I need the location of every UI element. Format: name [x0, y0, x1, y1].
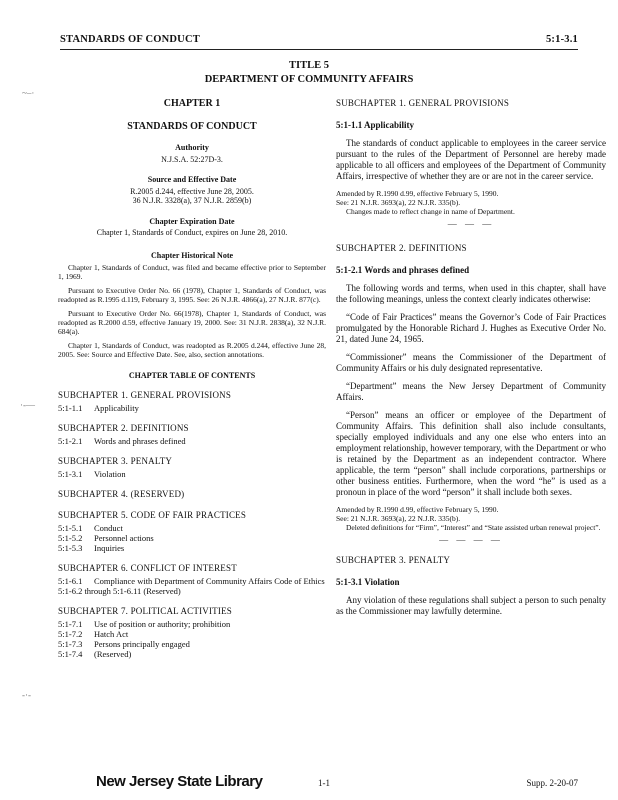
toc-entry[interactable]: 5:1-7.4 (Reserved)	[58, 648, 132, 659]
history-note-3: Pursuant to Executive Order No. 66(1978), Chapter 1, Standards of Conduct, was readopted as R.2000 d.59, effective January 19, 2000. See: 31 N.J.R. 2838(a), 32 N.J.R. 684(a).	[58, 309, 326, 336]
toc-entry[interactable]: 5:1-3.1 Violation	[58, 468, 126, 479]
title-line-2: DEPARTMENT OF COMMUNITY AFFAIRS	[204, 74, 414, 85]
history-note-2: Pursuant to Executive Order No. 66 (1978), Chapter 1, Standards of Conduct, was readopted as R.1995 d.119, February 3, 1995. See: 26 N.J.R. 4866(a), 27 N.J.R. 877(c).	[58, 286, 326, 304]
section-5-1-1-text: The standards of conduct applicable to employees in the career service pursuant to the rules of the Department of Personnel are hereby made applicable to all officers and employees of the Department of Community Affairs, irrespective of whether they are or are not in the career service.	[336, 138, 606, 181]
section-5-1-2-1-note-1: Amended by R.1990 d.99, effective February 5, 1990.	[336, 505, 499, 514]
definitions-intro: The following words and terms, when used in this chapter, shall have the following meanings, unless the context clearly indicates otherwise:	[336, 283, 606, 304]
toc-subchapter-heading[interactable]: SUBCHAPTER 3. PENALTY	[58, 455, 173, 466]
toc-entry[interactable]: 5:1-7.2 Hatch Act	[58, 628, 129, 639]
toc-subchapter-1	[58, 390, 326, 413]
toc-subchapter-heading[interactable]: SUBCHAPTER 7. POLITICAL ACTIVITIES	[58, 605, 232, 616]
definition-department: “Department” means the New Jersey Department of Community Affairs.	[336, 381, 606, 402]
library-logo: New Jersey State Library	[96, 773, 263, 790]
section-5-1-1-heading: 5:1-1.1 Applicability	[336, 120, 415, 130]
toc-entry[interactable]: 5:1-5.1 Conduct	[58, 522, 123, 533]
margin-mark-1: ~–·	[22, 88, 35, 98]
history-note-4: Chapter 1, Standards of Conduct, was readopted as R.2005 d.244, effective June 28, 2005. See: Source and Effective Date. See, also, section annotations.	[58, 341, 326, 359]
section-5-1-1-note-2: See: 21 N.J.R. 3693(a), 22 N.J.R. 335(b).	[336, 198, 461, 207]
definition-person: “Person” means an officer or employee of the Department of Community Affairs. This definition shall also include consultants, specially employed individuals and any one else who enters into an employment relationship, however temporary, with the Department or who is retained by the Department as an independent contractor. Where applicable, the term “person” shall include corporations, partnerships or other business entities. Furthermore, when the word “he” is used as a pronoun in place of the word “person” it shall include both sexes.	[336, 410, 606, 497]
section-5-1-2-1-heading: 5:1-2.1 Words and phrases defined	[336, 265, 470, 275]
expiration-heading: Chapter Expiration Date	[149, 216, 235, 226]
toc-entry[interactable]: 5:1-6.2 through 5:1-6.11 (Reserved)	[58, 585, 181, 596]
section-5-1-2-1-note-3: Deleted definitions for “Firm”, “Interest” and “State assisted urban renewal project”.	[346, 523, 601, 532]
toc-entry[interactable]: 5:1-7.1 Use of position or authority; prohibition	[58, 618, 231, 629]
source-heading: Source and Effective Date	[147, 175, 237, 184]
subchapter-2-heading: SUBCHAPTER 2. DEFINITIONS	[336, 243, 467, 253]
toc-heading: CHAPTER TABLE OF CONTENTS	[128, 371, 256, 380]
toc-subchapter-heading[interactable]: SUBCHAPTER 5. CODE OF FAIR PRACTICES	[58, 509, 247, 520]
toc-entry[interactable]: 5:1-5.2 Personnel actions	[58, 532, 154, 543]
right-column	[336, 98, 606, 617]
section-5-1-2-1-note-2: See: 21 N.J.R. 3693(a), 22 N.J.R. 335(b).	[336, 514, 461, 523]
title-line-1: TITLE 5	[289, 60, 329, 71]
toc-subchapter-3	[58, 456, 326, 479]
section-5-1-1-note-1: Amended by R.1990 d.99, effective February 5, 1990.	[336, 189, 499, 198]
section-5-1-3-1-text: Any violation of these regulations shall subject a person to such penalty as the Commissioner may lawfully determine.	[336, 595, 606, 616]
source-line-1: R.2005 d.244, effective June 28, 2005.	[130, 186, 254, 196]
section-divider: — — —	[447, 219, 495, 229]
header-rule	[60, 49, 578, 50]
definition-commissioner: “Commissioner” means the Commissioner of the Department of Community Affairs or his duly designated representative.	[336, 352, 606, 373]
toc-entry[interactable]: 5:1-2.1 Words and phrases defined	[58, 435, 186, 446]
toc-subchapter-5	[58, 510, 326, 553]
header-left: STANDARDS OF CONDUCT	[60, 34, 200, 45]
running-header	[60, 34, 578, 48]
section-divider: — — — —	[439, 535, 503, 545]
section-5-1-3-1-heading: 5:1-3.1 Violation	[336, 577, 400, 587]
margin-mark-2: ·-—	[20, 400, 35, 410]
header-right: 5:1-3.1	[545, 34, 578, 45]
subchapter-1-heading: SUBCHAPTER 1. GENERAL PROVISIONS	[336, 98, 510, 108]
authority-text: N.J.S.A. 52:27D-3.	[161, 154, 223, 164]
definition-code-of-fair-practices: “Code of Fair Practices” means the Governor’s Code of Fair Practices promulgated by the Honorable Richard J. Hughes as Executive Order No. 21, dated June 24, 1965.	[336, 312, 606, 344]
toc-subchapter-6	[58, 563, 326, 596]
expiration-text: Chapter 1, Standards of Conduct, expires on June 28, 2010.	[96, 228, 288, 237]
toc-entry[interactable]: 5:1-7.3 Persons principally engaged	[58, 638, 190, 649]
chapter-number: CHAPTER 1	[163, 98, 221, 109]
left-column	[58, 98, 326, 659]
toc-subchapter-heading[interactable]: SUBCHAPTER 4. (RESERVED)	[58, 488, 185, 499]
toc-subchapter-4	[58, 489, 326, 500]
margin-mark-3: -·‐	[22, 690, 31, 700]
toc-subchapter-heading[interactable]: SUBCHAPTER 2. DEFINITIONS	[58, 422, 189, 433]
toc-subchapter-heading[interactable]: SUBCHAPTER 1. GENERAL PROVISIONS	[58, 389, 232, 400]
toc-entry[interactable]: 5:1-5.3 Inquiries	[58, 542, 125, 553]
subchapter-3-heading: SUBCHAPTER 3. PENALTY	[336, 555, 451, 565]
history-note-1: Chapter 1, Standards of Conduct, was filed and became effective prior to September 1, 1969.	[58, 263, 326, 281]
source-line-2: 36 N.J.R. 3328(a), 37 N.J.R. 2859(b)	[132, 196, 252, 205]
authority-heading: Authority	[175, 143, 209, 152]
toc-entry[interactable]: 5:1-6.1 Compliance with Department of Community Affairs Code of Ethics	[58, 575, 325, 586]
toc-entry[interactable]: 5:1-1.1 Applicability	[58, 402, 139, 413]
toc-subchapter-7	[58, 606, 326, 659]
section-5-1-1-note-3: Changes made to reflect change in name of Department.	[346, 207, 515, 216]
toc-subchapter-2	[58, 423, 326, 446]
chapter-title: STANDARDS OF CONDUCT	[127, 120, 257, 132]
supplement-date: Supp. 2-20-07	[526, 778, 578, 788]
history-heading: Chapter Historical Note	[150, 250, 234, 260]
toc-subchapter-heading[interactable]: SUBCHAPTER 6. CONFLICT OF INTEREST	[58, 562, 237, 573]
page-number: 1-1	[318, 778, 330, 788]
